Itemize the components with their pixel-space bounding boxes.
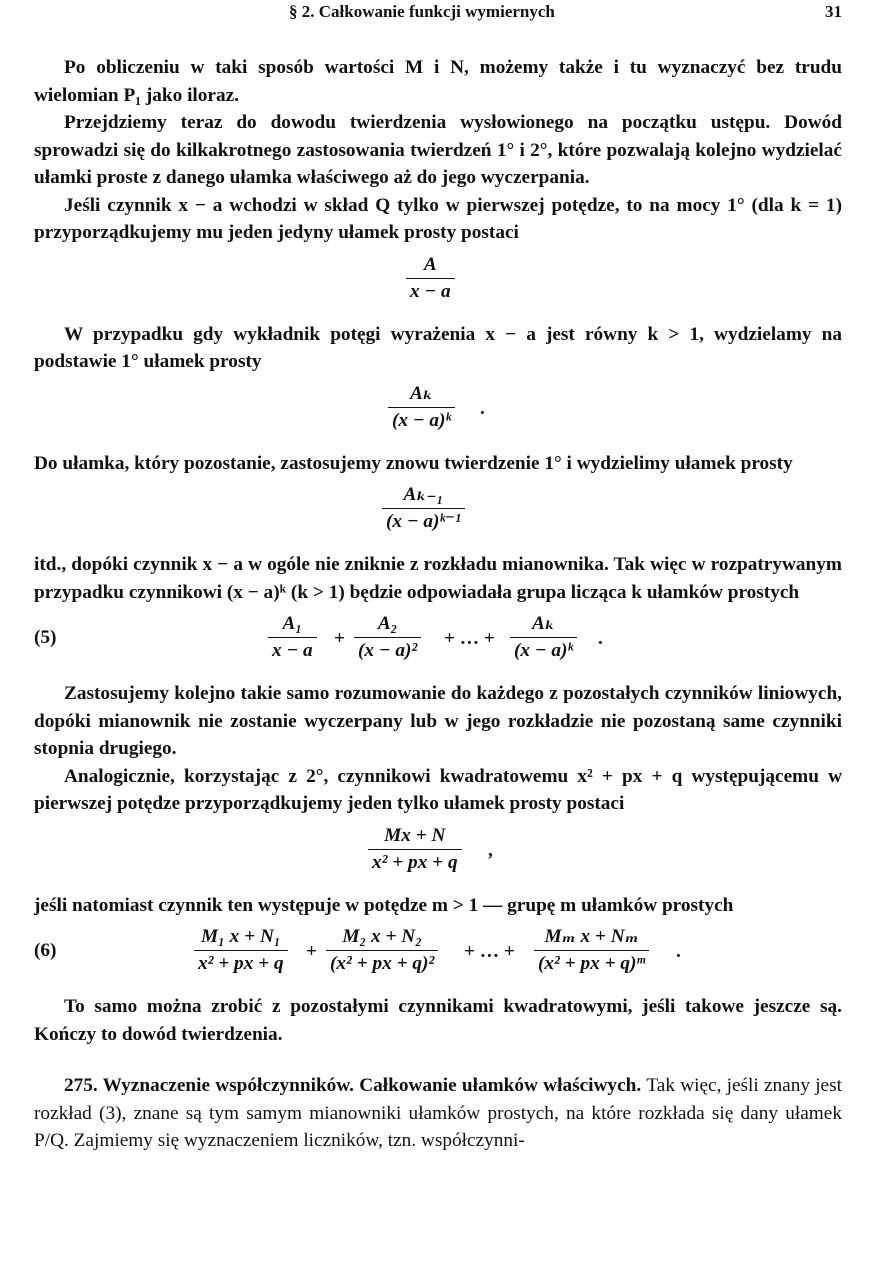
formula-simple-fraction xyxy=(34,253,842,313)
numerator: M₂ x + N₂ xyxy=(342,926,422,947)
fraction xyxy=(382,483,465,534)
denominator: (x − a)² xyxy=(358,640,418,661)
fraction-bar xyxy=(194,950,288,951)
fraction-bar xyxy=(388,407,455,408)
paragraph-5: Do ułamka, który pozostanie, zastosujemy znowu twierdzenie 1° i wydzielimy ułamek prosty xyxy=(34,452,793,474)
fraction-bar xyxy=(268,637,317,638)
paragraph-7: Zastosujemy kolejno takie samo rozumowanie do każdego z pozostałych czynników liniowych, dopóki mianownik nie zostanie wyczerpany lub w jego rozkładzie nie pozostaną same czynniki stopnia drugiego. xyxy=(34,683,842,759)
numerator: Mx + N xyxy=(384,824,446,846)
denominator: x − a xyxy=(272,640,313,661)
denominator: x² + px + q xyxy=(198,953,284,974)
term-1 xyxy=(268,612,317,663)
denominator: (x − a)ᵏ xyxy=(392,409,451,431)
denominator: (x − a)ᵏ xyxy=(514,640,573,661)
ellipsis-terms: + … + xyxy=(444,628,495,649)
equation-label: (6) xyxy=(34,940,57,961)
equation-5 xyxy=(34,612,842,672)
ellipsis-terms: + … + xyxy=(464,941,515,962)
paragraph-2: Przejdziemy teraz do dowodu twierdzenia wysłowionego na początku ustępu. Dowód sprowadzi się do kilkakrotnego zastosowania twierdzeń 1° i 2°, które pozwalają kolejno wydzielać ułamki proste z danego ułamka właściwego aż do jego wyczerpania. xyxy=(34,112,842,188)
term-2 xyxy=(326,925,438,976)
numerator: M₁ x + N₁ xyxy=(201,926,281,947)
numerator: Mₘ x + Nₘ xyxy=(544,926,639,947)
paragraph-8: Analogicznie, korzystając z 2°, czynnikowi kwadratowemu x² + px + q występującemu w pierwszej potędze przyporządkujemy jeden tylko ułamek prosty postaci xyxy=(34,765,842,814)
formula-power-fraction xyxy=(34,382,842,442)
paragraph-9: jeśli natomiast czynnik ten występuje w potędze m > 1 — grupę m ułamków prostych xyxy=(34,894,734,916)
numerator: Aₖ xyxy=(409,382,433,404)
header-title: § 2. Całkowanie funkcji wymiernych xyxy=(289,2,555,21)
fraction-bar xyxy=(382,508,465,509)
fraction xyxy=(368,824,462,875)
fraction-bar xyxy=(368,849,462,850)
term-k xyxy=(510,612,577,663)
denominator: (x² + px + q)² xyxy=(330,953,435,974)
numerator: Aₖ xyxy=(531,613,555,634)
section-text: Tak więc, jeśli znany jest rozkład (3), znane są tym samym mianowniki ułamków prostych, na które rozkłada się dany ułamek P/Q. Zajmiemy się wyznaczeniem liczników, tzn. współczynni- xyxy=(34,1075,842,1151)
numerator: A₂ xyxy=(377,613,398,634)
paragraph-4: W przypadku gdy wykładnik potęgi wyrażenia x − a jest równy k > 1, wydzielamy na podstawie 1° ułamek prosty xyxy=(34,323,842,372)
denominator: x − a xyxy=(410,280,451,302)
trailing-punctuation: . xyxy=(480,397,485,419)
denominator: (x − a)ᵏ⁻¹ xyxy=(386,511,461,532)
equation-label: (5) xyxy=(34,627,57,648)
fraction xyxy=(388,382,455,433)
trailing-punctuation: . xyxy=(676,941,681,962)
denominator: (x² + px + q)ᵐ xyxy=(538,953,646,974)
fraction-bar xyxy=(354,637,421,638)
section-275 xyxy=(34,1072,842,1155)
paragraph-3: Jeśli czynnik x − a wchodzi w skład Q tylko w pierwszej potędze, to na mocy 1° (dla k = 1) przyporządkujemy mu jeden jedyny ułamek prosty postaci xyxy=(34,194,842,243)
fraction-bar xyxy=(406,278,455,279)
denominator: x² + px + q xyxy=(372,851,458,873)
paragraph-10: To samo można zrobić z pozostałymi czynnikami kwadratowymi, jeśli takowe jeszcze są. Kończy to dowód twierdzenia. xyxy=(34,996,842,1045)
paragraph-1: Po obliczeniu w taki sposób wartości M i N, możemy także i tu wyznaczyć bez trudu wielomian P₁ jako iloraz. xyxy=(34,57,842,106)
fraction xyxy=(406,253,455,304)
term-1 xyxy=(194,925,288,976)
formula-quadratic-fraction xyxy=(34,824,842,884)
numerator: Aₖ₋₁ xyxy=(403,484,444,505)
plus-sign: + xyxy=(306,941,317,962)
section-title: 275. Wyznaczenie współczynników. Całkowanie ułamków właściwych. xyxy=(64,1075,642,1096)
numerator: A xyxy=(423,253,437,275)
trailing-punctuation: . xyxy=(598,628,603,649)
page-body xyxy=(34,54,842,1155)
page-number: 31 xyxy=(825,2,842,21)
running-header xyxy=(34,2,842,28)
fraction-bar xyxy=(326,950,438,951)
numerator: A₁ xyxy=(282,613,303,634)
formula-k-minus-1-fraction xyxy=(34,483,842,543)
fraction-bar xyxy=(510,637,577,638)
fraction-bar xyxy=(534,950,649,951)
trailing-punctuation: , xyxy=(488,839,493,861)
plus-sign: + xyxy=(334,628,345,649)
equation-6 xyxy=(34,925,842,985)
term-m xyxy=(534,925,649,976)
term-2 xyxy=(354,612,421,663)
paragraph-6: itd., dopóki czynnik x − a w ogóle nie zniknie z rozkładu mianownika. Tak więc w rozpatrywanym przypadku czynnikowi (x − a)ᵏ (k > 1) będzie odpowiadała grupa licząca k ułamków prostych xyxy=(34,554,842,603)
